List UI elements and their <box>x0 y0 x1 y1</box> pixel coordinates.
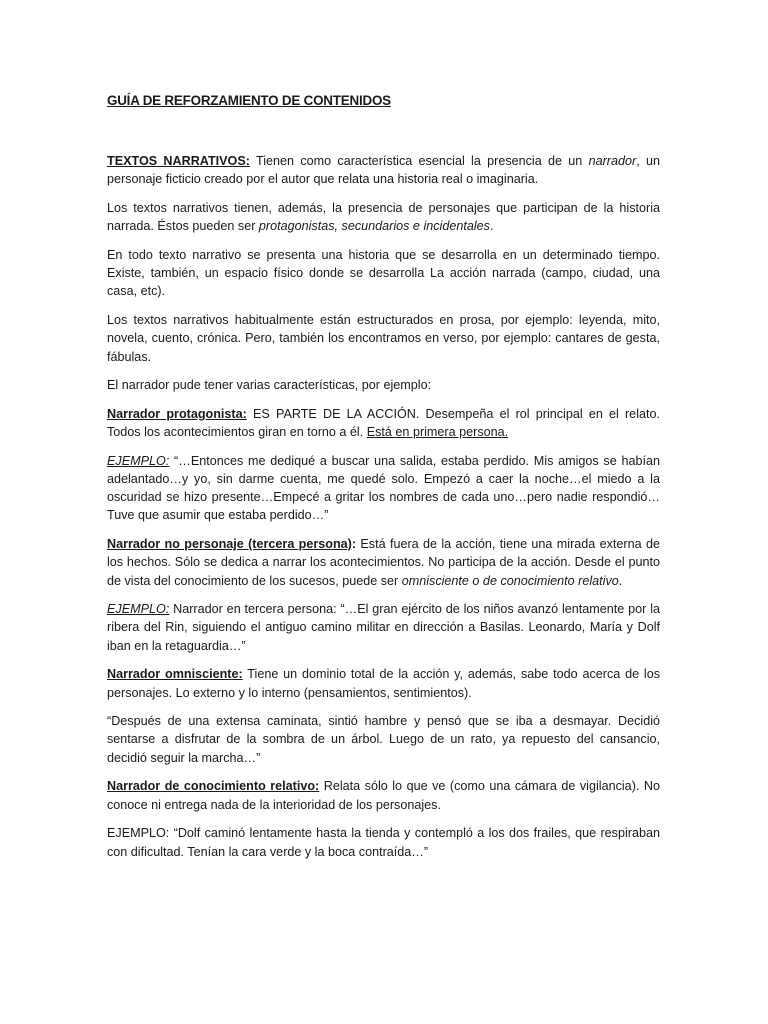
paragraph-text: Tiene un dominio total de la acción y, además, sabe todo acerca de los personajes. Lo externo y lo interno (pensamientos, sentimientos). <box>107 667 661 700</box>
label-narrador-omnisciente: Narrador omnisciente: <box>107 667 243 682</box>
paragraph-ejemplo-conocimiento-relativo: EJEMPLO: “Dolf caminó lentamente hasta la tienda y contempló a los dos frailes, que respiraban con dificultad. Tenían la cara verde y la boca contraída…” <box>107 826 660 859</box>
paragraph-ejemplo-tercera-persona <box>107 600 660 655</box>
paragraph-caracteristicas-intro: El narrador pude tener varias características, por ejemplo: <box>107 378 432 393</box>
paragraph-text: . <box>489 219 494 234</box>
italic-text: protagonistas, secundarios e incidentales <box>258 219 490 234</box>
paragraph-personajes <box>107 199 660 235</box>
paragraph-narrador-protagonista <box>107 405 660 441</box>
document-title: GUÍA DE REFORZAMIENTO DE CONTENIDOS <box>107 93 391 108</box>
paragraph-text: Narrador en tercera persona: “…El gran ejército de los niños avanzó lentamente por la ribera del Rin, siguiendo el antiguo camino militar en dirección a Basilas. Leonardo, María y Dolf iban en la retaguardia…” <box>107 602 660 653</box>
paragraph-narrador-omnisciente <box>107 665 660 701</box>
underlined-text: Está en primera persona. <box>366 425 509 440</box>
label-colon: : <box>351 537 357 552</box>
label-narrador-conocimiento-relativo: Narrador de conocimiento relativo: <box>107 779 320 794</box>
paragraph-narrador-conocimiento-relativo <box>107 777 660 813</box>
paragraph-ejemplo-omnisciente: “Después de una extensa caminata, sintió hambre y pensó que se iba a desmayar. Decidió sentarse a disfrutar de la sombra de un árbol. Luego de un rato, ya repuesto del cansancio, decidió seguir la marcha…” <box>107 714 660 765</box>
paragraph-text: , un personaje ficticio creado por el autor que relata una historia real o imaginaria. <box>107 154 660 187</box>
paragraph-narrador-no-personaje <box>107 535 660 590</box>
label-ejemplo: EJEMPLO: <box>107 453 170 468</box>
paragraph-text: ES PARTE DE LA ACCIÓN. Desempeña el rol principal en el relato. Todos los acontecimientos giran en torno a él. <box>107 406 660 440</box>
document-page <box>107 92 660 871</box>
label-ejemplo: EJEMPLO: <box>107 602 170 617</box>
label-narrador-no-personaje: Narrador no personaje (tercera persona) <box>107 537 352 552</box>
paragraph-ejemplo-protagonista <box>107 452 660 525</box>
label-textos-narrativos: TEXTOS NARRATIVOS: <box>107 154 250 169</box>
paragraph-text: Tienen como característica esencial la presencia de un <box>249 154 589 169</box>
paragraph-text: . <box>618 573 623 588</box>
paragraph-text: Está fuera de la acción, tiene una mirada externa de los hechos. Sólo se dedica a narrar los acontecimientos. No participa de la acción. Desde el punto de vista del conocimiento de los sucesos, puede ser <box>107 537 660 588</box>
paragraph-tiempo-espacio: En todo texto narrativo se presenta una historia que se desarrolla en un determinado tiempo. Existe, también, un espacio físico donde se desarrolla La acción narrada (campo, ciudad, una casa, etc). <box>107 248 660 299</box>
italic-text: omnisciente o de conocimiento relativo <box>401 573 619 588</box>
paragraph-text: Relata sólo lo que ve (como una cámara de vigilancia). No conoce ni entrega nada de la interioridad de los personajes. <box>107 779 660 812</box>
paragraph-text: Los textos narrativos tienen, además, la presencia de personajes que participan de la historia narrada. Éstos pueden ser <box>107 201 660 234</box>
paragraph-textos-narrativos <box>107 152 660 188</box>
italic-text: narrador <box>588 154 637 169</box>
paragraph-prosa-verso: Los textos narrativos habitualmente están estructurados en prosa, por ejemplo: leyenda, mito, novela, cuento, crónica. Pero, también los encontramos en verso, por ejemplo: cantares de gesta, fábulas. <box>107 313 660 364</box>
label-narrador-protagonista: Narrador protagonista: <box>107 406 247 421</box>
paragraph-text: “…Entonces me dediqué a buscar una salida, estaba perdido. Mis amigos se habían adelantado…y yo, sin darme cuenta, me quedé solo. Empezó a caer la noche…el miedo a la oscuridad se hizo presente…Empecé a gritar los nombres de cada uno…pero nadie respondió…Tuve que asumir que estaba perdido…” <box>107 453 660 523</box>
